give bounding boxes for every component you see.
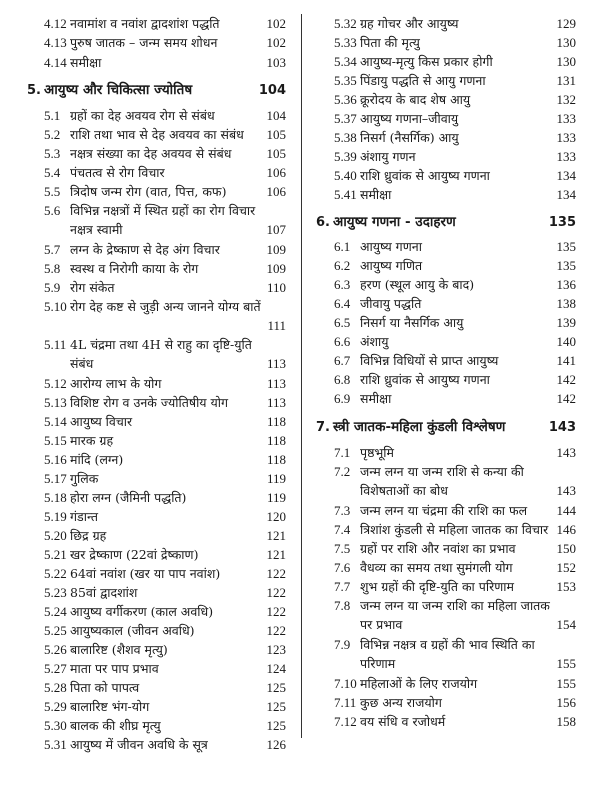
toc-entry-number: 5.29 [44,699,67,714]
toc-page-number: 136 [556,277,576,292]
toc-entry-title: महिलाओं के लिए राजयोग [360,676,478,691]
toc-page-number: 107 [266,222,286,237]
toc-page-number: 143 [548,420,576,435]
toc-entry-title: कुछ अन्य राजयोग [360,695,442,710]
toc-page-number: 130 [556,35,576,50]
toc-entry [44,240,220,259]
toc-entry [44,716,161,735]
toc-entry [44,163,165,182]
toc-entry [334,71,486,90]
toc-entry-number: 7.12 [334,714,357,729]
toc-entry-title: अंशायु [360,334,389,349]
toc-entry-title: ग्रहों पर राशि और नवांश का प्रभाव [360,541,516,556]
toc-page-number: 130 [556,54,576,69]
toc-entry [44,182,226,201]
toc-entry-number: 7.3 [334,503,351,518]
toc-entry [334,370,490,389]
toc-entry-title: बालारिष्ट भंग-योग [70,699,150,714]
toc-entry-title: नवामांश व नवांश द्वादशांश पद्धति [70,16,220,31]
toc-entry [44,374,161,393]
toc-entry-title: आयुष्य गणना [360,239,422,254]
toc-entry [44,659,159,678]
toc-entry-number: 5.14 [44,414,67,429]
toc-entry [334,275,474,294]
toc-entry-number: 5.23 [44,585,67,600]
toc-entry [44,640,168,659]
toc-entry-number: 5.15 [44,433,67,448]
toc-entry [334,313,463,332]
toc-entry-title: जन्म लग्न या जन्म राशि से कन्या की [360,464,524,479]
toc-entry [334,256,422,275]
toc-entry-title: बालारिष्ट (शैशव मृत्यु) [70,642,168,657]
toc-page-number: 120 [266,509,286,524]
toc-entry-title: जीवायु पद्धति [360,296,422,311]
toc-page-number: 134 [556,187,576,202]
toc-entry [44,144,231,163]
toc-page-number: 140 [556,334,576,349]
toc-page-number: 103 [266,55,286,70]
toc-page-number: 158 [556,714,576,729]
toc-entry-number: 5.20 [44,528,67,543]
toc-entry-title: वैधव्य का समय तथा सुमंगली योग [360,560,513,575]
toc-page-number: 133 [556,130,576,145]
toc-entry [334,14,459,33]
toc-entry-number: 5.35 [334,73,357,88]
toc-entry-number: 5.21 [44,547,67,562]
toc-page-number: 123 [266,642,286,657]
toc-entry [334,332,389,351]
toc-page-number: 124 [266,661,286,676]
toc-entry-title-continuation: विशेषताओं का बोध [360,483,448,498]
toc-entry-number: 5.24 [44,604,67,619]
toc-entry-title: बालक की शीघ्र मृत्यु [70,718,161,733]
toc-page-number: 113 [266,376,286,391]
toc-entry-title: नक्षत्र संख्या का देह अवयव से संबंध [70,146,232,161]
toc-page-number: 142 [556,391,576,406]
toc-entry-title-continuation: नक्षत्र स्वामी [70,222,123,237]
toc-entry-title: आयुष्य गणना - उदाहरण [333,214,456,230]
toc-entry-title: क्रूरोदय के बाद शेष आयु [360,92,471,107]
toc-entry-title: 85वां द्वादशांश [70,585,138,600]
toc-entry-number: 5.13 [44,395,67,410]
toc-entry [44,735,208,754]
toc-entry [334,33,420,52]
toc-entry-title: 4L चंद्रमा तथा 4H से राहु का दृष्टि-युति [70,337,252,352]
toc-entry [44,621,195,640]
toc-entry-title: मांदि (लग्न) [70,452,124,467]
toc-entry-title: अंशायु गणन [360,149,416,164]
toc-entry-title: शुभ ग्रहों की दृष्टि-युति का परिणाम [360,579,514,594]
toc-entry [334,147,416,166]
toc-chapter-heading [316,213,456,232]
toc-entry-title: निसर्ग (नैसर्गिक) आयु [360,130,459,145]
toc-page-number: 121 [266,528,286,543]
toc-entry-title: पिंडायु पद्धति से आयु गणना [360,73,486,88]
toc-page-number: 141 [556,353,576,368]
toc-entry-title: होरा लग्न (जैमिनी पद्धति) [70,490,187,505]
toc-page-number: 155 [556,676,576,691]
toc-entry [44,33,217,52]
toc-page-number: 150 [556,541,576,556]
toc-entry-number: 6.2 [334,258,351,273]
toc-page-number: 106 [266,184,286,199]
toc-entry [44,564,220,583]
toc-entry [334,693,442,712]
toc-entry-title: पंचतत्व से रोग विचार [70,165,165,180]
toc-entry-title: स्त्री जातक-महिला कुंडली विश्लेषण [333,419,506,435]
toc-page-number: 102 [266,35,286,50]
toc-entry [334,577,514,596]
toc-page-number: 131 [556,73,576,88]
toc-entry-number: 6.8 [334,372,351,387]
toc-entry-title: खर द्रेष्काण (22वां द्रेष्काण) [70,547,199,562]
toc-entry-number: 5.31 [44,737,67,752]
toc-entry-number: 5.9 [44,280,61,295]
toc-entry-title: समीक्षा [360,187,392,202]
toc-entry-number: 7.6 [334,560,351,575]
toc-entry-number: 7.2 [334,464,351,479]
toc-page-number: 132 [556,92,576,107]
toc-entry [334,635,535,654]
toc-page-number: 152 [556,560,576,575]
toc-page-number: 109 [266,261,286,276]
toc-entry-title: त्रिदोष जन्म रोग (वात, पित्त, कफ) [70,184,227,199]
toc-entry-number: 5. [27,83,41,98]
toc-entry [334,501,527,520]
toc-entry-number: 7.4 [334,522,351,537]
toc-entry-number: 5.18 [44,490,67,505]
toc-entry [334,443,394,462]
toc-entry-number: 6.4 [334,296,351,311]
toc-entry-title: समीक्षा [70,55,102,70]
toc-page-number: 113 [266,356,286,371]
toc-entry-number: 4.12 [44,16,67,31]
toc-entry [44,14,220,33]
toc-entry-title: राशि ध्रुवांक से आयुष्य गणना [360,168,490,183]
toc-entry [334,539,516,558]
toc-entry [334,520,548,539]
toc-entry-number: 5.4 [44,165,61,180]
toc-entry-number: 5.19 [44,509,67,524]
toc-entry-title: आयुष्य वर्गीकरण (काल अवधि) [70,604,214,619]
toc-entry-number: 5.26 [44,642,67,657]
toc-entry [334,712,445,731]
toc-page-number: 113 [266,395,286,410]
toc-entry [44,297,261,316]
toc-entry [334,389,391,408]
toc-entry-number: 7. [316,420,330,435]
toc-entry-number: 6. [316,215,330,230]
toc-page-number: 119 [266,490,286,505]
toc-entry-title: आयुष्य में जीवन अवधि के सूत्र [70,737,208,752]
toc-page-number: 118 [266,452,286,467]
toc-entry-title: मारक ग्रह [70,433,114,448]
toc-entry-number: 5.27 [44,661,67,676]
toc-entry-number: 6.9 [334,391,351,406]
toc-page-number: 143 [556,445,576,460]
toc-entry-number: 5.1 [44,108,61,123]
toc-page-number: 146 [556,522,576,537]
toc-entry-number: 5.5 [44,184,61,199]
toc-entry-title: समीक्षा [360,391,392,406]
toc-entry-number: 5.6 [44,203,61,218]
toc-entry-title: राशि ध्रुवांक से आयुष्य गणना [360,372,490,387]
toc-entry-number: 5.37 [334,111,357,126]
toc-entry-title: पिता को पापत्व [70,680,140,695]
toc-page-number: 135 [556,239,576,254]
toc-entry-title: विभिन्न नक्षत्र व ग्रहों की भाव स्थिति का [360,637,535,652]
toc-entry [44,201,255,220]
toc-entry [44,53,101,72]
toc-entry [334,596,550,615]
toc-entry-title: पिता की मृत्यु [360,35,420,50]
toc-entry [334,674,477,693]
toc-entry [44,697,149,716]
toc-entry [44,393,228,412]
toc-page-number: 104 [258,83,286,98]
toc-entry-title: राशि तथा भाव से देह अवयव का संबंध [70,127,244,142]
toc-entry [44,545,198,564]
toc-page-number: 153 [556,579,576,594]
toc-entry [44,431,113,450]
toc-entry-title: आयुष्य गणित [360,258,423,273]
toc-entry [334,237,422,256]
toc-page-number: 105 [266,127,286,142]
toc-page-number: 119 [266,471,286,486]
toc-entry [44,412,132,431]
toc-entry [44,526,106,545]
toc-entry [44,507,98,526]
toc-entry-number: 5.38 [334,130,357,145]
toc-page-number: 142 [556,372,576,387]
toc-entry-number: 5.40 [334,168,357,183]
toc-entry-number: 7.9 [334,637,351,652]
toc-page-number: 139 [556,315,576,330]
toc-entry-title: स्वस्थ व निरोगी काया के रोग [70,261,199,276]
toc-entry-title: आयुष्यकाल (जीवन अवधि) [70,623,195,638]
toc-entry [334,109,458,128]
toc-entry [334,166,490,185]
toc-entry-number: 5.28 [44,680,67,695]
toc-entry-title: पृष्ठभूमि [360,445,394,460]
toc-entry-number: 5.34 [334,54,357,69]
toc-page-number: 109 [266,242,286,257]
toc-entry [334,128,459,147]
toc-page-number: 125 [266,718,286,733]
column-divider [301,14,302,738]
toc-page-number: 102 [266,16,286,31]
toc-page-number: 133 [556,149,576,164]
toc-entry [334,351,498,370]
toc-entry-number: 5.16 [44,452,67,467]
toc-entry-number: 7.7 [334,579,351,594]
toc-entry-title-continuation: परिणाम [360,656,396,671]
toc-entry-number: 5.11 [44,337,67,352]
toc-entry-number: 5.22 [44,566,67,581]
toc-entry [44,450,123,469]
toc-entry [44,259,198,278]
toc-entry [44,488,186,507]
toc-entry [44,469,98,488]
toc-entry-title: गुलिक [70,471,99,486]
toc-entry [334,52,493,71]
toc-entry-number: 4.13 [44,35,67,50]
toc-entry-title: आयुष्य और चिकित्सा ज्योतिष [44,82,193,98]
toc-page-number: 154 [556,617,576,632]
toc-page-number: 105 [266,146,286,161]
toc-entry-title: जन्म लग्न या चंद्रमा की राशि का फल [360,503,528,518]
toc-page-number: 121 [266,547,286,562]
toc-page-number: 122 [266,585,286,600]
toc-entry [334,462,524,481]
toc-page-number: 104 [266,108,286,123]
toc-entry [44,106,215,125]
toc-entry [44,335,252,354]
toc-entry-number: 7.10 [334,676,357,691]
toc-entry-number: 4.14 [44,55,67,70]
toc-entry-title: ग्रहों का देह अवयव रोग से संबंध [70,108,215,123]
toc-entry [44,278,115,297]
toc-entry-number: 5.32 [334,16,357,31]
toc-entry-title: आयुष्य-मृत्यु किस प्रकार होगी [360,54,493,69]
toc-page-number: 106 [266,165,286,180]
toc-entry-number: 5.41 [334,187,357,202]
toc-page-number: 143 [556,483,576,498]
toc-entry-title: जन्म लग्न या जन्म राशि का महिला जातक [360,598,550,613]
toc-entry-number: 7.1 [334,445,351,460]
toc-page-number: 122 [266,623,286,638]
toc-page-number: 133 [556,111,576,126]
toc-entry-number: 7.8 [334,598,351,613]
toc-entry [334,558,513,577]
toc-page-number: 111 [267,318,286,333]
toc-entry-title: विशिष्ट रोग व उनके ज्योतिषीय योग [70,395,229,410]
toc-page-number: 118 [266,414,286,429]
toc-entry-number: 5.17 [44,471,67,486]
toc-entry-number: 6.1 [334,239,351,254]
toc-page-number: 135 [548,215,576,230]
toc-entry-title: रोग देह कष्ट से जुड़ी अन्य जानने योग्य बातें [70,299,261,314]
toc-page-number: 135 [556,258,576,273]
toc-entry-title: वय संधि व रजोधर्म [360,714,446,729]
toc-entry-number: 5.36 [334,92,357,107]
toc-page-number: 126 [266,737,286,752]
toc-entry [44,602,213,621]
toc-page-number: 110 [266,280,286,295]
toc-entry-title: विभिन्न विधियों से प्राप्त आयुष्य [360,353,499,368]
toc-entry-number: 5.39 [334,149,357,164]
toc-entry-title: लग्न के द्रेष्काण से देह अंग विचार [70,242,220,257]
toc-entry-number: 6.6 [334,334,351,349]
toc-entry-title: ग्रह गोचर और आयुष्य [360,16,459,31]
toc-page-number: 118 [266,433,286,448]
toc-entry-number: 7.11 [334,695,357,710]
toc-entry-number: 5.8 [44,261,61,276]
toc-entry-number: 5.25 [44,623,67,638]
toc-entry-title: रोग संकेत [70,280,115,295]
toc-entry-number: 5.12 [44,376,67,391]
toc-entry-number: 6.7 [334,353,351,368]
toc-page-number: 125 [266,680,286,695]
toc-entry-number: 6.5 [334,315,351,330]
toc-entry-title: आयुष्य विचार [70,414,133,429]
toc-entry-title: आयुष्य गणना–जीवायु [360,111,459,126]
toc-page-number: 155 [556,656,576,671]
toc-entry-title: त्रिशांश कुंडली से महिला जातक का विचार [360,522,549,537]
toc-page-number: 134 [556,168,576,183]
toc-entry-title-continuation: संबंध [70,356,94,371]
toc-entry-title: विभिन्न नक्षत्रों में स्थित ग्रहों का रोग विचार [70,203,256,218]
toc-entry [334,185,391,204]
toc-entry [44,125,244,144]
toc-page-number: 129 [556,16,576,31]
toc-entry-number: 5.30 [44,718,67,733]
toc-page-number: 144 [556,503,576,518]
toc-entry-number: 5.7 [44,242,61,257]
toc-entry-title: 64वां नवांश (खर या पाप नवांश) [70,566,221,581]
toc-page-number: 122 [266,566,286,581]
toc-page-number: 122 [266,604,286,619]
toc-page-number: 125 [266,699,286,714]
toc-entry-title: पुरुष जातक – जन्म समय शोधन [70,35,218,50]
toc-entry [334,294,421,313]
toc-entry-number: 7.5 [334,541,351,556]
toc-entry-number: 5.33 [334,35,357,50]
toc-entry-title: निसर्ग या नैसर्गिक आयु [360,315,464,330]
toc-entry [334,90,470,109]
toc-entry-number: 5.2 [44,127,61,142]
toc-entry-number: 5.3 [44,146,61,161]
toc-entry-number: 6.3 [334,277,351,292]
toc-entry-title: माता पर पाप प्रभाव [70,661,159,676]
toc-page-number: 156 [556,695,576,710]
toc-entry [44,678,139,697]
toc-entry-number: 5.10 [44,299,67,314]
toc-entry-title-continuation: पर प्रभाव [360,617,403,632]
toc-chapter-heading [316,418,505,437]
toc-entry-title: गंडान्त [70,509,98,524]
toc-entry-title: आरोग्य लाभ के योग [70,376,162,391]
toc-page-number: 138 [556,296,576,311]
toc-chapter-heading [27,81,192,100]
toc-entry-title: हरण (स्थूल आयु के बाद) [360,277,475,292]
toc-entry-title: छिद्र ग्रह [70,528,107,543]
toc-entry [44,583,137,602]
